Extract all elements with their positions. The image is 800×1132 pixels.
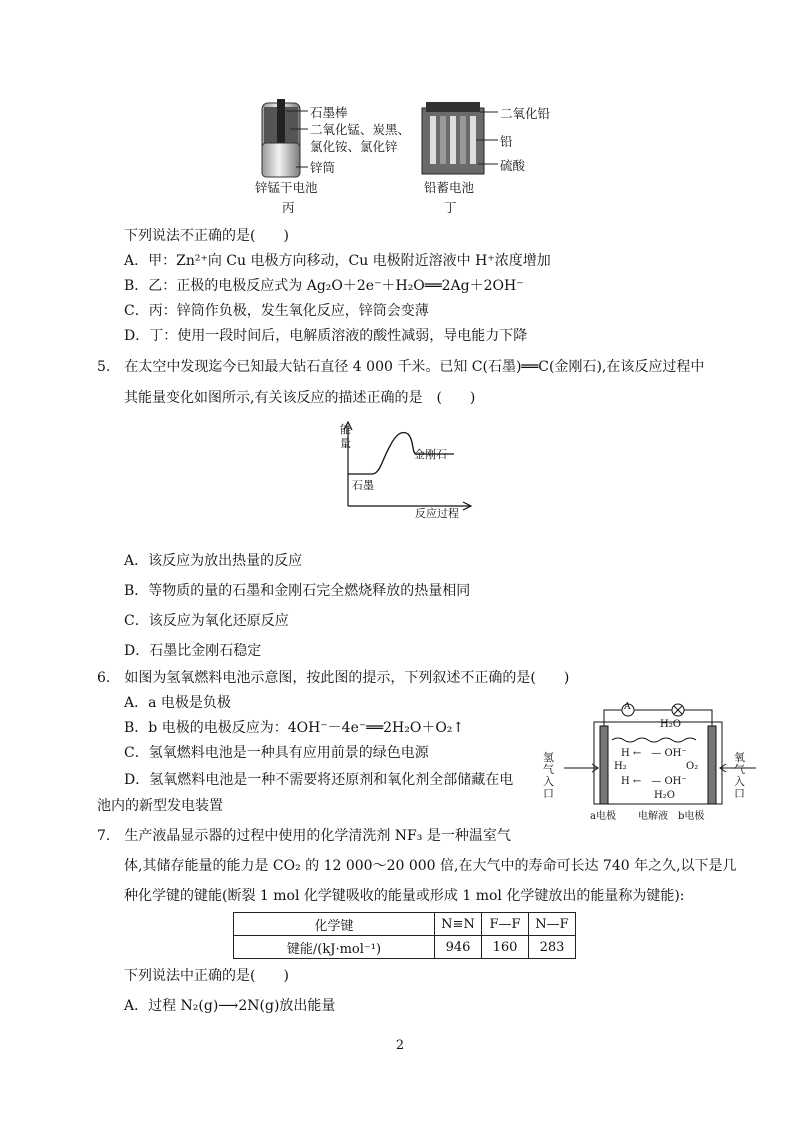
q6-option-d: D．氢氧燃料电池是一种不需要将还原剂和氧化剂全部储藏在电 [124, 772, 514, 788]
fuel-cell-h2o-bottom: H₂O [654, 790, 675, 801]
q7-stem-line1: 7. 生产液晶显示器的过程中使用的化学清洗剂 NF₃ 是一种温室气 [97, 828, 511, 844]
page-number: 2 [395, 1038, 405, 1053]
q5-stem-line2: 其能量变化如图所示,有关该反应的描述正确的是 ( ) [124, 390, 476, 406]
lead-battery-caption: 铅蓄电池 [424, 180, 475, 195]
table-cell: 283 [529, 936, 576, 959]
q7-question: 下列说法中正确的是( ) [124, 968, 289, 984]
q7-option-a: A．过程 N₂(g)⟶2N(g)放出能量 [124, 998, 336, 1014]
fuel-cell-h2-inlet: 氢气入口 [543, 751, 554, 800]
energy-label-diamond: 金刚石 [414, 448, 447, 461]
fuel-cell-caption-electrolyte: 电解液 [638, 811, 668, 822]
q5-stem-line1: 5. 在太空中发现迄今已知最大钻石直径 4 000 千米。已知 C(石墨)══C(金刚石),在该反应过程中 [97, 359, 705, 375]
table-header-cell: F—F [482, 913, 529, 936]
dry-cell-label-mix-1: 二氧化锰、炭黑、 [310, 122, 411, 137]
lead-battery-label-pb: 铅 [500, 134, 513, 149]
q4-stem: 下列说法不正确的是( ) [124, 228, 289, 244]
dry-cell-tag: 丙 [282, 200, 295, 215]
q6-option-d-continued: 池内的新型发电装置 [97, 798, 223, 814]
energy-x-axis-label: 反应过程 [415, 507, 459, 520]
table-cell: 键能/(kJ·mol⁻¹) [234, 936, 435, 959]
table-header-cell: N—F [529, 913, 576, 936]
q7-stem-line3: 种化学键的键能(断裂 1 mol 化学键吸收的能量或形成 1 mol 化学键放出的能量称为键能): [124, 888, 685, 904]
lead-battery-label-acid: 硫酸 [500, 158, 526, 173]
table-header-cell: 化学键 [234, 913, 435, 936]
q7-stem-line2: 体,其储存能量的能力是 CO₂ 的 12 000～20 000 倍,在大气中的寿命可长达 740 年之久,以下是几 [124, 858, 737, 874]
fuel-cell-ion-row-2: H ← — OH⁻ [621, 776, 687, 787]
table-cell: 946 [435, 936, 482, 959]
q4-option-d: D．丁：使用一段时间后，电解质溶液的酸性减弱，导电能力下降 [124, 328, 528, 344]
q6-option-c: C．氢氧燃料电池是一种具有应用前景的绿色电源 [124, 745, 429, 761]
table-row [234, 936, 576, 959]
q4-option-b: B．乙：正极的电极反应式为 Ag₂O＋2e⁻＋H₂O══2Ag＋2OH⁻ [124, 278, 524, 294]
lead-battery-tag: 丁 [444, 200, 457, 215]
q5-option-d: D．石墨比金刚石稳定 [124, 643, 262, 659]
q5-option-a: A．该反应为放出热量的反应 [124, 553, 303, 569]
dry-cell-caption: 锌锰干电池 [255, 180, 318, 195]
lead-battery-label-pbo2: 二氧化铅 [500, 106, 551, 121]
q6-stem: 6. 如图为氢氧燃料电池示意图，按此图的提示，下列叙述不正确的是( ) [97, 670, 570, 686]
q6-option-b: B．b 电极的电极反应为：4OH⁻－4e⁻══2H₂O＋O₂↑ [124, 720, 465, 736]
lead-battery-figure [418, 98, 508, 180]
dry-cell-label-zinc-can: 锌筒 [310, 160, 336, 175]
table-cell: 160 [482, 936, 529, 959]
dry-cell-label-mix-2: 氯化铵、氯化锌 [310, 139, 398, 154]
fuel-cell-h2-label: H₂ [614, 761, 627, 772]
q4-option-c: C．丙：锌筒作负极，发生氧化反应，锌筒会变薄 [124, 303, 429, 319]
energy-axis-label-bottom: 量 [340, 437, 351, 450]
q6-option-a: A．a 电极是负极 [124, 695, 231, 711]
bond-energy-table [233, 912, 576, 959]
energy-axis-label-top: 能 [340, 423, 351, 436]
fuel-cell-o2-label: O₂ [686, 761, 699, 772]
fuel-cell-o2-inlet: 氧气入口 [734, 751, 745, 800]
fuel-cell-ion-row-1: H ← — OH⁻ [621, 748, 687, 759]
fuel-cell-h2o-top: H₂O [660, 719, 681, 730]
q5-option-c: C．该反应为氧化还原反应 [124, 613, 289, 629]
energy-label-graphite: 石墨 [352, 479, 374, 492]
fuel-cell-caption-a: a电极 [590, 811, 616, 822]
table-header-cell: N≡N [435, 913, 482, 936]
dry-cell-label-graphite-rod: 石墨棒 [310, 105, 348, 120]
q5-option-b: B．等物质的量的石墨和金刚石完全燃烧释放的热量相同 [124, 583, 471, 599]
fuel-cell-caption-b: b电极 [678, 811, 705, 822]
table-header-row [234, 913, 576, 936]
q4-option-a: A．甲：Zn²⁺向 Cu 电极方向移动，Cu 电极附近溶液中 H⁺浓度增加 [124, 253, 551, 269]
fuel-cell-ammeter-label: A [624, 702, 631, 712]
